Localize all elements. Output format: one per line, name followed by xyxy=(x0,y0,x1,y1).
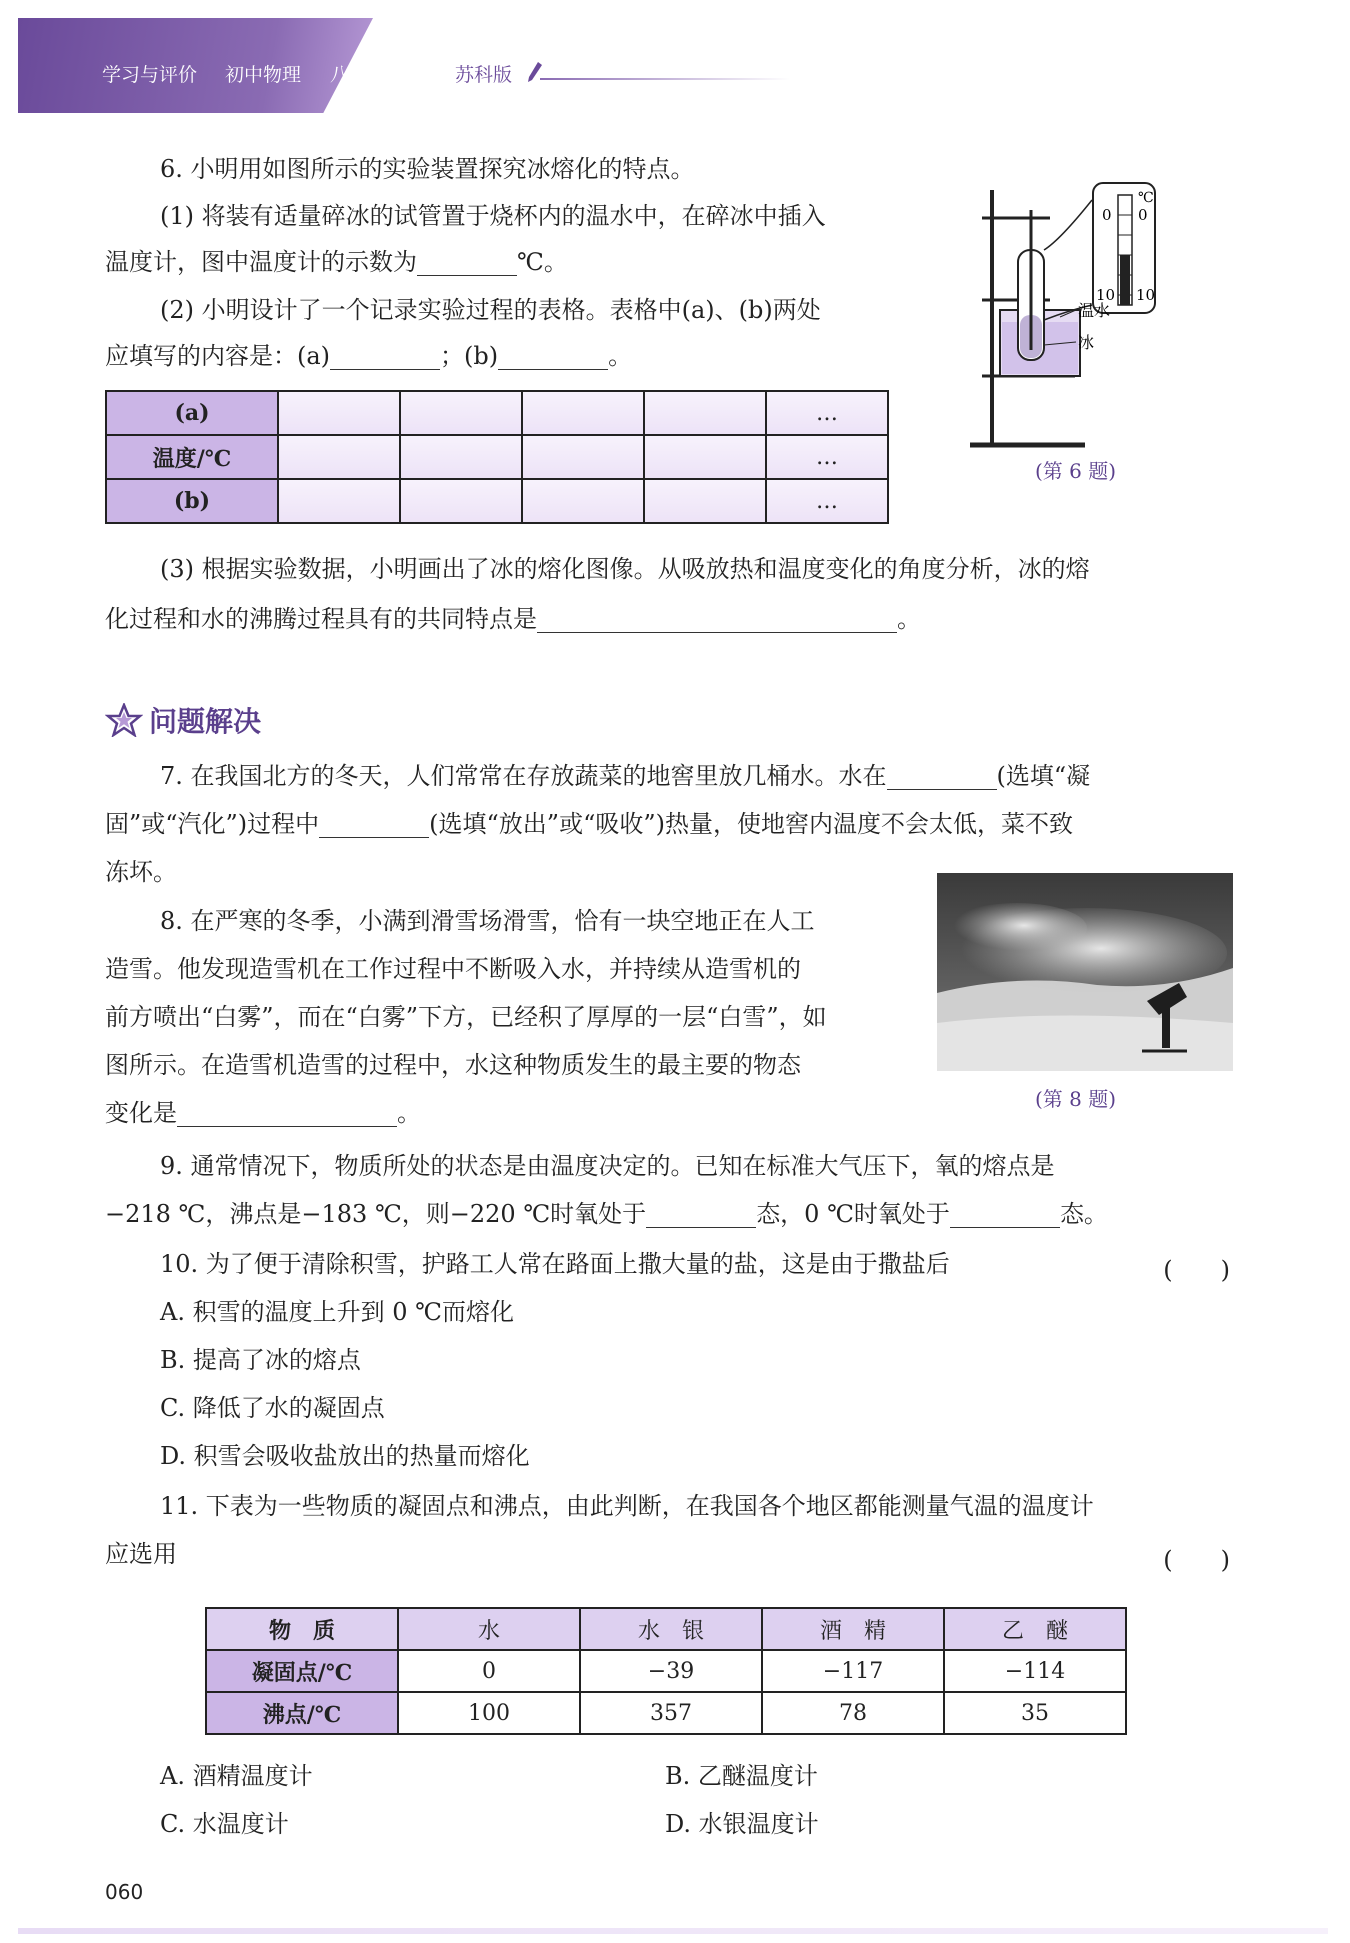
row-header-b: (b) xyxy=(106,479,278,523)
table-cell: 78 xyxy=(762,1692,944,1734)
header-rule xyxy=(540,78,790,80)
table-cell: −117 xyxy=(762,1650,944,1692)
q6-p1b-unit: ℃。 xyxy=(517,248,568,276)
table-cell[interactable] xyxy=(522,435,644,479)
q7-l1-post: (选填“凝 xyxy=(996,762,1091,790)
table-row xyxy=(206,1692,1126,1734)
figure-8-caption: (第 8 题) xyxy=(1035,1087,1117,1111)
q9-line1: 9. 通常情况下，物质所处的状态是由温度决定的。已知在标准大气压下，氧的熔点是 xyxy=(160,1152,1055,1180)
q6-record-table xyxy=(105,390,889,524)
table-cell[interactable] xyxy=(400,391,522,435)
q6-p3b-end: 。 xyxy=(897,605,921,633)
q11-option-c[interactable]: C. 水温度计 xyxy=(160,1810,289,1838)
q6-apparatus-figure xyxy=(960,180,1220,450)
q6-p1b-text: 温度计，图中温度计的示数为 xyxy=(105,248,417,276)
table-cell-ellipsis: … xyxy=(766,391,888,435)
label-ice: 冰 xyxy=(1078,333,1095,352)
page-number: 060 xyxy=(105,1880,144,1904)
table-header-row xyxy=(206,1608,1126,1650)
header-subject: 初中物理 xyxy=(225,64,302,86)
table-cell[interactable] xyxy=(644,435,766,479)
q8-l5-pre: 变化是 xyxy=(105,1099,177,1127)
q11-option-a[interactable]: A. 酒精温度计 xyxy=(160,1762,313,1790)
q7-answer-blank-2[interactable] xyxy=(319,807,429,838)
section-heading xyxy=(105,700,261,740)
column-header: 物 质 xyxy=(206,1608,398,1650)
table-cell[interactable] xyxy=(278,435,400,479)
q9-answer-blank-2[interactable] xyxy=(950,1197,1060,1228)
q11-line1: 11. 下表为一些物质的凝固点和沸点，由此判断，在我国各个地区都能测量气温的温度计 xyxy=(160,1492,1094,1520)
table-cell: 357 xyxy=(580,1692,762,1734)
q6-p2b xyxy=(105,332,905,380)
q11-option-d[interactable]: D. 水银温度计 xyxy=(665,1810,819,1838)
column-header: 酒 精 xyxy=(762,1608,944,1650)
q9-l2-b: 态，0 ℃时氧处于 xyxy=(756,1200,950,1228)
q6-stem: 6. 小明用如图所示的实验装置探究冰熔化的特点。 xyxy=(160,155,695,183)
q7-answer-blank-1[interactable] xyxy=(887,759,997,790)
table-row xyxy=(106,479,888,523)
q6-answer-blank-temp[interactable] xyxy=(417,245,517,276)
thermometer-zero-left: 0 xyxy=(1102,206,1112,224)
q9-line2 xyxy=(105,1190,1235,1238)
q10-option-d[interactable]: D. 积雪会吸收盐放出的热量而熔化 xyxy=(160,1442,530,1470)
q9-l2-a: −218 ℃，沸点是−183 ℃，则−220 ℃时氧处于 xyxy=(105,1200,647,1228)
column-header: 乙 醚 xyxy=(944,1608,1126,1650)
thermometer-unit-label: ℃ xyxy=(1138,190,1154,206)
header-series: 学习与评价 xyxy=(102,64,198,86)
row-header-temp: 温度/℃ xyxy=(106,435,278,479)
table-cell[interactable] xyxy=(644,479,766,523)
q7-line2 xyxy=(105,800,1235,848)
table-cell-ellipsis: … xyxy=(766,435,888,479)
q10-stem: 10. 为了便于清除积雪，护路工人常在路面上撒大量的盐，这是由于撒盐后 xyxy=(160,1250,950,1278)
column-header: 水 银 xyxy=(580,1608,762,1650)
q8-line2: 造雪。他发现造雪机在工作过程中不断吸入水，并持续从造雪机的 xyxy=(105,955,801,983)
table-cell: −39 xyxy=(580,1650,762,1692)
table-cell[interactable] xyxy=(400,435,522,479)
q11-option-b[interactable]: B. 乙醚温度计 xyxy=(665,1762,818,1790)
q10-option-c[interactable]: C. 降低了水的凝固点 xyxy=(160,1394,385,1422)
snow-machine-photo xyxy=(937,873,1233,1071)
row-header: 凝固点/℃ xyxy=(206,1650,398,1692)
header-grade: 八年级上册 xyxy=(330,64,426,86)
q7-line3: 冻坏。 xyxy=(105,858,177,886)
table-cell[interactable] xyxy=(400,479,522,523)
table-row xyxy=(206,1650,1126,1692)
table-cell[interactable] xyxy=(278,391,400,435)
q8-answer-blank[interactable] xyxy=(177,1096,397,1127)
table-cell: 0 xyxy=(398,1650,580,1692)
table-row xyxy=(106,391,888,435)
q11-answer-paren[interactable]: ( ) xyxy=(1163,1546,1230,1574)
table-cell: 35 xyxy=(944,1692,1126,1734)
q9-answer-blank-1[interactable] xyxy=(646,1197,756,1228)
q7-l2-pre: 固”或“汽化”)过程中 xyxy=(105,810,320,838)
q7-l2-post: (选填“放出”或“吸收”)热量，使地窖内温度不会太低，菜不致 xyxy=(429,810,1073,838)
q6-p2a: (2) 小明设计了一个记录实验过程的表格。表格中(a)、(b)两处 xyxy=(160,296,821,324)
thermometer-zero-right: 0 xyxy=(1138,206,1148,224)
label-warm-water: 温水 xyxy=(1078,301,1111,320)
q10-option-b[interactable]: B. 提高了冰的熔点 xyxy=(160,1346,361,1374)
q6-p2b-pre: 应填写的内容是：(a) xyxy=(105,342,331,370)
header-edition: 苏科版 xyxy=(455,64,513,86)
table-cell: 100 xyxy=(398,1692,580,1734)
table-cell-ellipsis: … xyxy=(766,479,888,523)
q6-p3b xyxy=(105,595,1235,643)
q6-p2b-end: 。 xyxy=(608,342,633,370)
table-cell[interactable] xyxy=(278,479,400,523)
footer-rule xyxy=(18,1928,1328,1934)
q6-p1a: (1) 将装有适量碎冰的试管置于烧杯内的温水中，在碎冰中插入 xyxy=(160,202,826,230)
q8-line4: 图所示。在造雪机造雪的过程中，水这种物质发生的最主要的物态 xyxy=(105,1051,801,1079)
q6-p2b-mid: ；(b) xyxy=(440,342,499,370)
q11-line2: 应选用 xyxy=(105,1540,177,1568)
column-header: 水 xyxy=(398,1608,580,1650)
table-cell[interactable] xyxy=(644,391,766,435)
q8-line3: 前方喷出“白雾”，而在“白雾”下方，已经积了厚厚的一层“白雪”，如 xyxy=(105,1003,827,1031)
q9-l2-c: 态。 xyxy=(1059,1200,1108,1228)
thermometer-ten-left: 10 xyxy=(1096,286,1116,304)
q8-line1: 8. 在严寒的冬季，小满到滑雪场滑雪，恰有一块空地正在人工 xyxy=(160,907,815,935)
figure-6-caption: (第 6 题) xyxy=(1035,459,1117,483)
row-header: 沸点/℃ xyxy=(206,1692,398,1734)
q11-substance-table xyxy=(205,1607,1127,1735)
q6-answer-blank-a[interactable] xyxy=(330,339,440,370)
q10-option-a[interactable]: A. 积雪的温度上升到 0 ℃而熔化 xyxy=(160,1298,514,1326)
table-row xyxy=(106,435,888,479)
q7-line1 xyxy=(160,752,1235,800)
row-header-a: (a) xyxy=(106,391,278,435)
section-title: 问题解决 xyxy=(149,705,262,738)
star-icon xyxy=(105,703,143,737)
q6-p3b-text: 化过程和水的沸腾过程具有的共同特点是 xyxy=(105,605,537,633)
table-cell[interactable] xyxy=(522,391,644,435)
thermometer-ten-right: 10 xyxy=(1136,286,1156,304)
q6-answer-blank-feature[interactable] xyxy=(537,602,897,633)
q6-answer-blank-b[interactable] xyxy=(498,339,608,370)
q10-answer-paren[interactable]: ( ) xyxy=(1163,1256,1230,1284)
q8-l5-end: 。 xyxy=(397,1099,421,1127)
q6-p1b xyxy=(105,238,905,286)
q6-p3a: (3) 根据实验数据，小明画出了冰的熔化图像。从吸放热和温度变化的角度分析，冰的熔 xyxy=(160,555,1090,583)
q7-l1-pre: 7. 在我国北方的冬天，人们常常在存放蔬菜的地窖里放几桶水。水在 xyxy=(160,762,887,790)
table-cell[interactable] xyxy=(522,479,644,523)
table-cell: −114 xyxy=(944,1650,1126,1692)
q8-line5 xyxy=(105,1089,925,1137)
